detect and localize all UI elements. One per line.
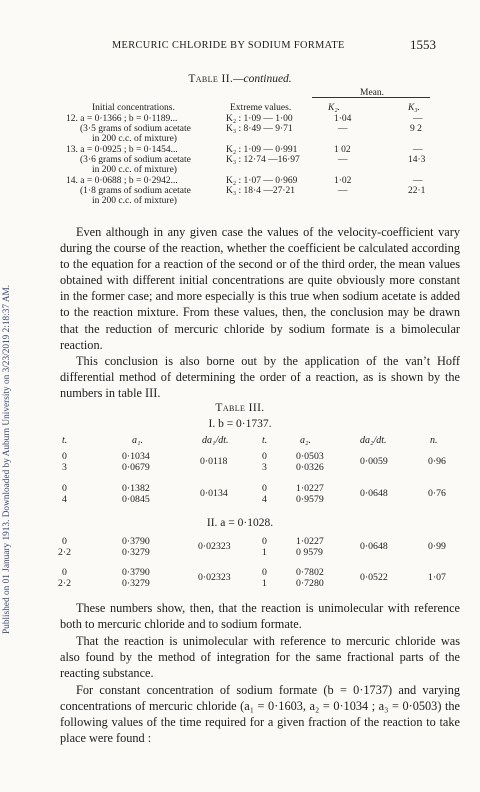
row13-mixture: in 200 c.c. of mixture) [92, 165, 177, 175]
hdr-da1: da₁/dt. [202, 435, 229, 446]
g2-a1b: 0·0845 [122, 494, 150, 505]
g4-a2b: 0·7280 [296, 578, 324, 589]
row13-concentration: 13. a = 0·0925 ; b = 0·1454... [66, 145, 178, 155]
table2-caption-continued: —continued. [233, 73, 292, 85]
g1-a2a: 0·0503 [296, 451, 324, 462]
row12-extreme-k3: K₃ : 8·49 — 9·71 [226, 124, 293, 134]
row14-concentration: 14. a = 0·0688 ; b = 0·2942... [66, 176, 178, 186]
row14-extreme-k3: K₃ : 18·4 —27·21 [226, 186, 296, 196]
g4-t1b: 2·2 [58, 578, 72, 589]
paragraph-vant-hoff: This conclusion is also borne out by the application of the van’t Hoff differential method of determining the order of a reaction, as is shown by the numbers in table III. [60, 354, 460, 401]
col-initial: Initial concentrations. [92, 103, 175, 113]
g2-a2a: 1·0227 [296, 483, 324, 494]
row13-mean-k2-dash: — [338, 155, 348, 165]
g2-da1: 0·0134 [200, 488, 228, 499]
g1-da2: 0·0059 [360, 456, 388, 467]
g1-da1: 0·0118 [200, 456, 228, 467]
g4-n: 1·07 [428, 572, 446, 583]
g1-a1b: 0·0679 [122, 462, 150, 473]
g3-t1b: 2·2 [58, 547, 72, 558]
g2-t1b: 4 [62, 494, 67, 505]
row14-mean-k3-dash: — [413, 176, 423, 186]
g4-a1a: 0·3790 [122, 567, 150, 578]
g4-t1a: 0 [62, 567, 67, 578]
paragraph-integration: That the reaction is unimolecular with reference to mercuric chloride was also found by the method of integration for the same fractional parts of the reacting substance. [60, 634, 460, 681]
row14-acetate: (1·8 grams of sodium acetate [80, 186, 191, 196]
g4-a1b: 0·3279 [122, 578, 150, 589]
page-number: 1553 [410, 37, 436, 52]
mean-bracket [312, 97, 430, 98]
paragraph-constant-concentration: For constant concentration of sodium formate (b = 0·1737) and varying concentrations of mercuric chloride (a₁ = 0·1603, a₂ = 0·1034 ; a₃ = 0·0503) the following values of the time required for a given fraction of the reaction to take place were found : [60, 683, 460, 746]
hdr-t2: t. [262, 435, 268, 446]
g1-a2b: 0·0326 [296, 462, 324, 473]
col-mean: Mean. [360, 88, 385, 98]
hdr-n: n. [430, 435, 438, 446]
g3-t1a: 0 [62, 536, 67, 547]
g2-t1a: 0 [62, 483, 67, 494]
row13-acetate: (3·6 grams of sodium acetate [80, 155, 191, 165]
g3-a2a: 1·0227 [296, 536, 324, 547]
row13-mean-k3-dash: — [413, 145, 423, 155]
g3-a1a: 0·3790 [122, 536, 150, 547]
row14-mean-k2-dash: — [338, 186, 348, 196]
g2-t2b: 4 [262, 494, 267, 505]
g2-n: 0·76 [428, 488, 446, 499]
row13-extreme-k3: K₃ : 12·74 —16·97 [226, 155, 300, 165]
download-watermark: Published on 01 January 1913. Downloaded by Auburn University on 3/23/2019 2:18:37 AM. [2, 284, 12, 634]
row14-mean-k2: 1·02 [334, 176, 352, 186]
g2-a2b: 0·9579 [296, 494, 324, 505]
table3-caption: Table III. [215, 402, 265, 414]
row14-mean-k3: 22·1 [408, 186, 426, 196]
row12-mean-k3-dash: — [413, 114, 423, 124]
g3-t2a: 0 [262, 536, 267, 547]
table2-caption-label: Table II. [188, 73, 234, 85]
col-k2: K₂. [328, 103, 341, 113]
g2-da2: 0·0648 [360, 488, 388, 499]
row12-concentration: 12. a = 0·1366 ; b = 0·1189... [66, 114, 178, 124]
row13-mean-k2: 1 02 [334, 145, 351, 155]
table3-section2-title: II. a = 0·1028. [206, 517, 274, 529]
g3-da1: 0·02323 [198, 541, 231, 552]
col-k3: K₃. [408, 103, 421, 113]
running-title: MERCURIC CHLORIDE BY SODIUM FORMATE [112, 40, 345, 51]
g4-a2a: 0·7802 [296, 567, 324, 578]
table3-section1-title: I. b = 0·1737. [208, 418, 272, 430]
g3-t2b: 1 [262, 547, 267, 558]
paragraph-bimolecular-conclusion: Even although in any given case the values of the velocity-coefficient vary during the course of the reaction, whether the coefficient be calculated according to the equation for a reaction of the second or of the third order, the mean values obtained with different initial concentrations are quite obviously more constant in the former case; and more especially is this true when sodium acetate is added to the reaction mixture. From these values, then, the conclusion may be drawn that the reduction of mercuric chloride by sodium formate is a bimolecular reaction. [60, 225, 460, 352]
g3-da2: 0·0648 [360, 541, 388, 552]
row12-mean-k3: 9 2 [410, 124, 422, 134]
hdr-a1: a₁. [132, 435, 143, 446]
row12-acetate: (3·5 grams of sodium acetate [80, 124, 191, 134]
paragraph-unimolecular: These numbers show, then, that the reaction is unimolecular with reference both to mercuric chloride and to sodium formate. [60, 601, 460, 632]
table2-caption [0, 73, 480, 85]
g4-t2a: 0 [262, 567, 267, 578]
row14-mixture: in 200 c.c. of mixture) [92, 196, 177, 206]
g4-t2b: 1 [262, 578, 267, 589]
row13-extreme-k2: K₂ : 1·09 — 0·991 [226, 145, 298, 155]
g3-a1b: 0·3279 [122, 547, 150, 558]
col-extreme: Extreme values. [230, 103, 292, 113]
g4-da1: 0·02323 [198, 572, 231, 583]
g4-da2: 0·0522 [360, 572, 388, 583]
hdr-a2: a₂. [300, 435, 311, 446]
hdr-t1: t. [62, 435, 68, 446]
row12-mean-k2: 1·04 [334, 114, 352, 124]
row12-extreme-k2: K₂ : 1·09 — 1·00 [226, 114, 293, 124]
g2-t2a: 0 [262, 483, 267, 494]
row12-mixture: in 200 c.c. of mixture) [92, 134, 177, 144]
g1-t1a: 0 [62, 451, 67, 462]
g1-n: 0·96 [428, 456, 446, 467]
g2-a1a: 0·1382 [122, 483, 150, 494]
g3-a2b: 0 9579 [296, 547, 323, 558]
row12-mean-k2-dash: — [338, 124, 348, 134]
g1-t2a: 0 [262, 451, 267, 462]
row14-extreme-k2: K₂ : 1·07 — 0·969 [226, 176, 298, 186]
g1-t1b: 3 [62, 462, 67, 473]
g1-t2b: 3 [262, 462, 267, 473]
row13-mean-k3: 14·3 [408, 155, 426, 165]
g3-n: 0·99 [428, 541, 446, 552]
hdr-da2: da₂/dt. [360, 435, 387, 446]
g1-a1a: 0·1034 [122, 451, 150, 462]
